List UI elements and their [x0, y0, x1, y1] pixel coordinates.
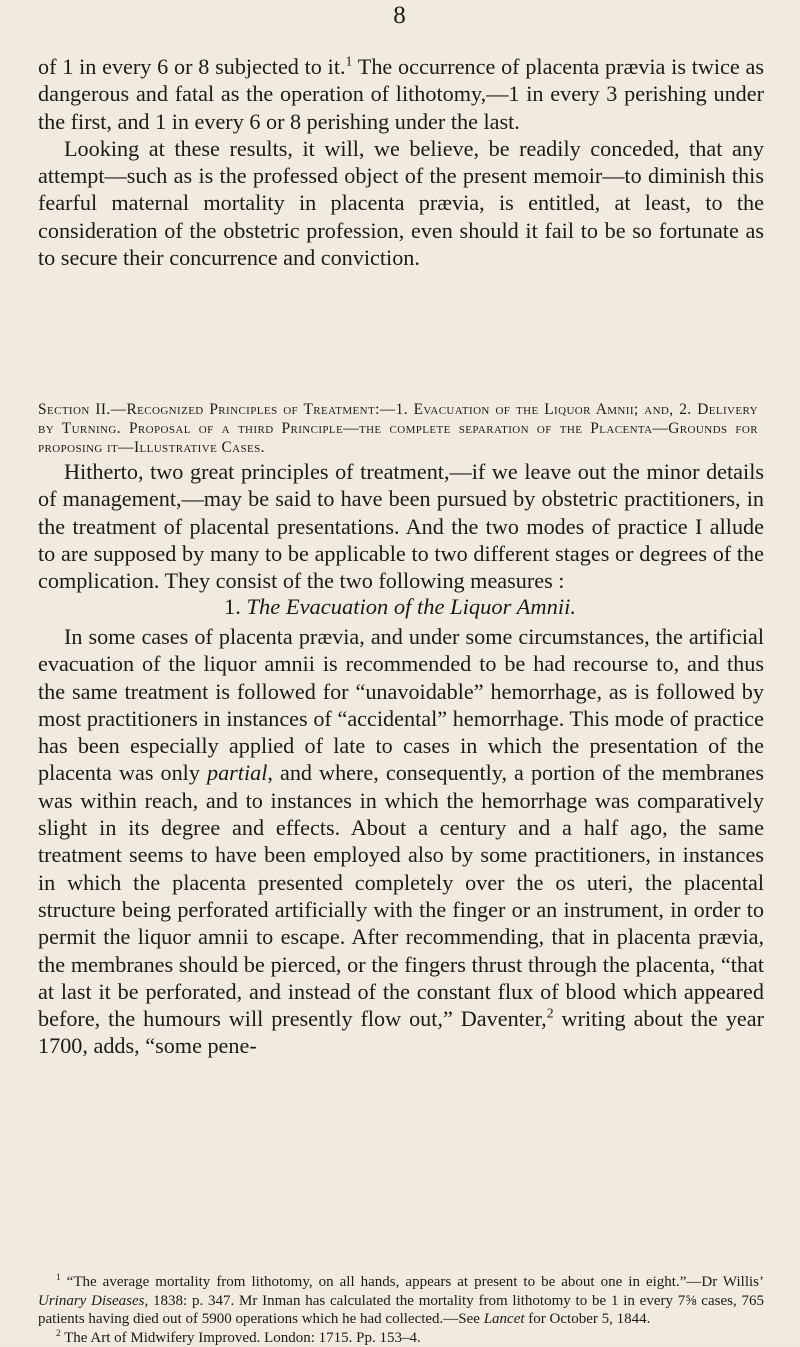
paragraph-text-start: of 1 in every 6 or 8 subjected to it.	[38, 54, 346, 79]
emphasis-partial: partial	[206, 760, 268, 786]
paragraph-looking-at-results: Looking at these results, it will, we believe, be readily conceded, that any attempt—such as is the professed object of the present memoir—to diminish this fearful maternal mortality in placenta prævia, is entitled, at least, to the consideration of the obstetric profession, even should it fail to be so fortunate as to secure their concurrence and conviction.	[38, 135, 764, 271]
subsection-number: 1.	[223, 594, 241, 619]
footnote-text: for October 5, 1844.	[524, 1311, 651, 1328]
paragraph-mortality-comparison	[38, 53, 764, 271]
footnote-ref-2: 2	[546, 1005, 554, 1021]
paragraph-text-end: writing about the year 1700, adds, “some pene-	[38, 1006, 765, 1059]
paragraph-text-start: In some cases of placenta prævia, and under some circumstances, the artificial evacuation of the liquor amnii is recommended to be had recourse to, and thus the same treatment is followed for “unavoidable” hemorrhage, as is followed by most practitioners in instances of “accidental” hemorrhage. This mode of practice has been especially applied of late to cases in which the presentation of the placenta was only	[38, 624, 764, 786]
footnote-marker-2: 2	[56, 1328, 61, 1339]
subsection-title: The Evacuation of the Liquor Amnii.	[246, 594, 577, 619]
footnote-1	[38, 1273, 764, 1329]
paragraph-text-end: The occurrence of placenta prævia is twice as dangerous and fatal as the operation of lithotomy,—1 in every 3 perishing under the first, and 1 in every 6 or 8 perishing under the last.	[38, 54, 765, 134]
footnote-book-title: Urinary Diseases,	[38, 1292, 149, 1309]
footnote-text: “The average mortality from lithotomy, on all hands, appears at present to be about one in eight.”—Dr Willis’	[60, 1274, 764, 1290]
page-number: 8	[393, 2, 407, 29]
section-heading: Section II.—Recognized Principles of Treatment:—1. Evacuation of the Liquor Amnii; and, 2. Delivery by Turning. Proposal of a third Principle—the complete separation of the Placenta—Grounds for proposing it—Illustrative Cases.	[38, 401, 758, 456]
footnotes	[38, 1273, 764, 1347]
footnote-2	[38, 1329, 764, 1347]
footnote-journal-title: Lancet	[483, 1311, 525, 1328]
paragraph-text-middle: , and where, consequently, a portion of the membranes was within reach, and to instances in which the hemorrhage was comparatively slight in its degree and effects. About a century and a half ago, the same treatment seems to have been employed also by some practitioners, in instances in which the placenta presented completely over the os uteri, the placental structure being perforated artificially with the finger or an instrument, in order to permit the liquor amnii to escape. After recommending, that in placenta prævia, the membranes should be pierced, or the fingers thrust through the placenta, “that at last it be perforated, and instead of the constant flux of blood which appeared before, the humours will presently flow out,” Daventer,	[38, 760, 765, 1032]
subsection-heading	[0, 593, 800, 620]
paragraph-evacuation-liquor-amnii	[38, 623, 764, 1060]
footnote-ref-1: 1	[345, 53, 353, 69]
paragraph-two-principles: Hitherto, two great principles of treatment,—if we leave out the minor details of management,—may be said to have been pursued by obstetric practitioners, in the treatment of placental presentations. And the two modes of practice I allude to are supposed by many to be applicable to two different stages or degrees of the complication. They consist of the two following measures :	[38, 459, 764, 594]
footnote-text: 1838: p. 347. Mr Inman has calculated the mortality from lithotomy to be 1 in every 7⅝ cases, 765 patients having died out of 5900 operations which he had collected.—See	[38, 1292, 764, 1328]
footnote-text: The Art of Midwifery Improved. London: 1715. Pp. 153–4.	[60, 1329, 421, 1346]
footnote-marker-1: 1	[56, 1273, 61, 1283]
